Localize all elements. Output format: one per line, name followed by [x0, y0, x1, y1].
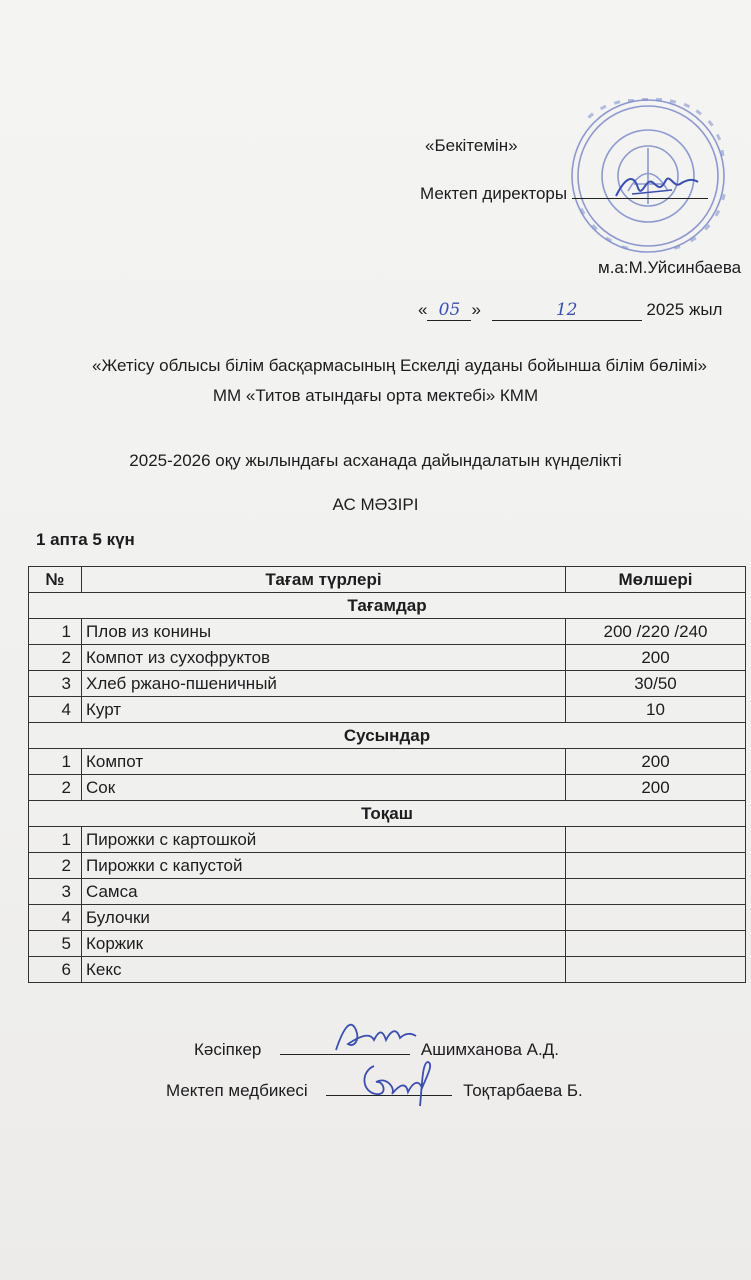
- table-row: [29, 671, 746, 697]
- row-qty: [566, 879, 746, 905]
- row-num: 3: [29, 879, 82, 905]
- row-dish: Сок: [82, 775, 566, 801]
- director-signature: [612, 168, 702, 204]
- table-row: [29, 931, 746, 957]
- approval-date: [418, 300, 722, 321]
- row-qty: [566, 957, 746, 983]
- row-qty: 200: [566, 749, 746, 775]
- row-dish: Плов из конины: [82, 619, 566, 645]
- row-qty: 200 /220 /240: [566, 619, 746, 645]
- row-qty: [566, 931, 746, 957]
- row-num: 4: [29, 905, 82, 931]
- row-qty: [566, 853, 746, 879]
- row-num: 1: [29, 827, 82, 853]
- row-num: 2: [29, 853, 82, 879]
- row-num: 4: [29, 697, 82, 723]
- date-month: 12: [555, 300, 578, 320]
- row-qty: [566, 827, 746, 853]
- row-qty: [566, 905, 746, 931]
- heading-line-1: «Жетісу облысы білім басқармасының Ескелді ауданы бойынша білім бөлімі»: [92, 356, 707, 375]
- date-close-quote: »: [471, 300, 481, 319]
- row-dish: Пирожки с капустой: [82, 853, 566, 879]
- entrepreneur-name: Ашимханова А.Д.: [420, 1040, 559, 1059]
- row-dish: Булочки: [82, 905, 566, 931]
- row-dish: Самса: [82, 879, 566, 905]
- row-num: 3: [29, 671, 82, 697]
- row-dish: Кекс: [82, 957, 566, 983]
- menu-table: [28, 566, 746, 983]
- section-title: Сусындар: [29, 723, 746, 749]
- date-day: 05: [438, 300, 461, 320]
- row-dish: Курт: [82, 697, 566, 723]
- table-row: [29, 905, 746, 931]
- section-title: Тағамдар: [29, 593, 746, 619]
- row-num: 2: [29, 775, 82, 801]
- row-num: 5: [29, 931, 82, 957]
- section-row: [29, 801, 746, 827]
- table-row: [29, 775, 746, 801]
- director-label: Мектеп директоры: [420, 184, 568, 203]
- row-dish: Пирожки с картошкой: [82, 827, 566, 853]
- row-num: 6: [29, 957, 82, 983]
- row-dish: Компот из сухофруктов: [82, 645, 566, 671]
- table-row: [29, 619, 746, 645]
- entrepreneur-signature: [330, 1012, 420, 1058]
- row-qty: 30/50: [566, 671, 746, 697]
- table-row: [29, 827, 746, 853]
- row-num: 1: [29, 749, 82, 775]
- table-row: [29, 853, 746, 879]
- heading-line-3: 2025-2026 оқу жылындағы асханада дайындалатын күнделікті: [129, 451, 622, 470]
- table-row: [29, 957, 746, 983]
- table-row: [29, 697, 746, 723]
- entrepreneur-label: Кәсіпкер: [194, 1040, 262, 1059]
- row-dish: Компот: [82, 749, 566, 775]
- section-row: [29, 723, 746, 749]
- table-row: [29, 879, 746, 905]
- row-qty: 200: [566, 775, 746, 801]
- table-header-row: [29, 567, 746, 593]
- nurse-name: Тоқтарбаева Б.: [463, 1081, 583, 1100]
- heading-line-4: АС МӘЗІРІ: [332, 495, 419, 514]
- week-label: 1 апта 5 күн: [36, 530, 135, 549]
- heading-line-2: ММ «Титов атындағы орта мектебі» КММ: [212, 386, 539, 405]
- header-num: №: [29, 567, 82, 593]
- acting-director: м.а:М.Уйсинбаева: [598, 258, 742, 277]
- date-day-field: [427, 300, 471, 321]
- header-dish: Тағам түрлері: [82, 567, 566, 593]
- nurse-label: Мектеп медбикесі: [166, 1081, 308, 1100]
- section-row: [29, 593, 746, 619]
- date-year: 2025 жыл: [646, 300, 723, 319]
- date-month-field: [492, 300, 642, 321]
- section-title: Тоқаш: [29, 801, 746, 827]
- table-row: [29, 749, 746, 775]
- row-qty: 10: [566, 697, 746, 723]
- row-dish: Коржик: [82, 931, 566, 957]
- row-num: 2: [29, 645, 82, 671]
- approval-title: «Бекітемін»: [425, 136, 518, 155]
- nurse-signature: [356, 1058, 440, 1110]
- row-dish: Хлеб ржано-пшеничный: [82, 671, 566, 697]
- table-row: [29, 645, 746, 671]
- row-qty: 200: [566, 645, 746, 671]
- date-open-quote: «: [418, 300, 428, 319]
- row-num: 1: [29, 619, 82, 645]
- header-qty: Мөлшері: [566, 567, 746, 593]
